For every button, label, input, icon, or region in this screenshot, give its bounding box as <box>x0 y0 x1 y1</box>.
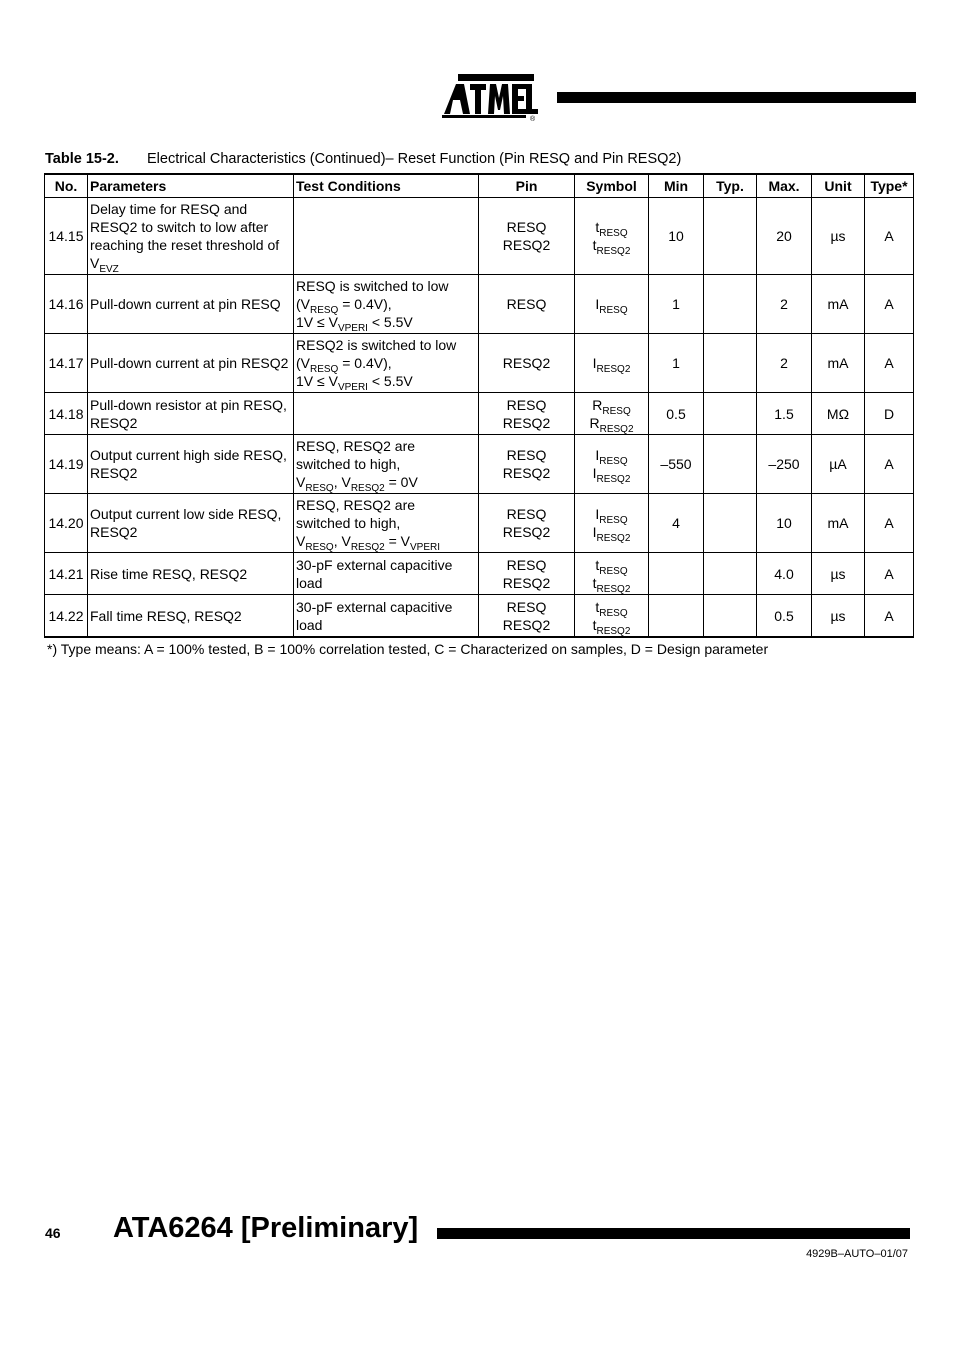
electrical-characteristics-table <box>44 173 914 638</box>
test-condition-subscript: RESQ <box>310 364 339 375</box>
cell-parameters <box>88 393 294 435</box>
parameters-text: Pull-down current at pin RESQ2 <box>90 355 289 371</box>
cell-type: A <box>865 198 914 275</box>
header-symbol: Symbol <box>575 174 649 198</box>
table-caption <box>45 151 915 167</box>
parameters-text: Pull-down current at pin RESQ <box>90 296 281 312</box>
test-condition-line <box>296 556 476 592</box>
test-condition-text: switched to high, <box>296 515 401 531</box>
test-condition-text: = 0V <box>384 474 418 490</box>
table-row <box>45 393 914 435</box>
cell-test-conditions <box>294 275 479 334</box>
test-condition-line <box>296 473 476 494</box>
cell-min: 1 <box>649 275 704 334</box>
cell-min: 1 <box>649 334 704 393</box>
test-condition-subscript: VPERI <box>410 542 441 553</box>
cell-typ <box>704 334 757 393</box>
cell-no: 14.16 <box>45 275 88 334</box>
cell-pin <box>479 494 575 553</box>
header-type: Type* <box>865 174 914 198</box>
test-condition-line <box>296 532 476 553</box>
cell-symbol <box>575 275 649 334</box>
cell-typ <box>704 494 757 553</box>
cell-type: A <box>865 553 914 595</box>
cell-max: 1.5 <box>757 393 812 435</box>
cell-parameters <box>88 275 294 334</box>
symbol-base: t <box>592 237 597 253</box>
cell-max: 2 <box>757 275 812 334</box>
symbol-base: t <box>595 556 600 573</box>
table-caption-label: Table 15-2. <box>45 151 119 167</box>
cell-symbol <box>575 334 649 393</box>
symbol-entry <box>577 598 646 619</box>
test-condition-text: = V <box>384 533 411 549</box>
cell-unit: µs <box>812 553 865 595</box>
table-row <box>45 198 914 275</box>
pin-name: RESQ2 <box>502 616 551 633</box>
pin-name: RESQ2 <box>502 355 551 371</box>
symbol-entry <box>577 505 646 526</box>
test-condition-text: switched to high, <box>296 456 401 472</box>
test-condition-text: , V <box>333 533 351 549</box>
table-row <box>45 553 914 595</box>
cell-min <box>649 595 704 638</box>
cell-parameters <box>88 198 294 275</box>
cell-parameters <box>88 334 294 393</box>
test-condition-text: RESQ is switched to low <box>296 278 449 294</box>
cell-typ <box>704 198 757 275</box>
test-condition-line <box>296 372 476 393</box>
pin-name: RESQ <box>506 296 547 312</box>
test-condition-subscript: VPERI <box>337 323 368 334</box>
symbol-base: I <box>592 524 597 540</box>
atmel-logo <box>440 70 540 122</box>
header-test-conditions: Test Conditions <box>294 174 479 198</box>
cell-type: A <box>865 334 914 393</box>
cell-symbol <box>575 494 649 553</box>
symbol-subscript: RESQ <box>599 565 628 577</box>
cell-typ <box>704 595 757 638</box>
parameters-text: Rise time RESQ, RESQ2 <box>90 565 248 582</box>
test-condition-text: V <box>296 533 306 549</box>
test-condition-text: = 0.4V), <box>338 296 392 312</box>
test-condition-subscript: VPERI <box>337 382 368 393</box>
cell-unit: MΩ <box>812 393 865 435</box>
pin-name: RESQ2 <box>502 465 551 481</box>
parameters-text: Output current low side RESQ, RESQ2 <box>90 506 282 540</box>
symbol-subscript: RESQ <box>599 456 628 467</box>
cell-min: 0.5 <box>649 393 704 435</box>
test-condition-line <box>296 496 476 514</box>
test-condition-line <box>296 277 476 295</box>
cell-pin <box>479 275 575 334</box>
symbol-base: I <box>595 506 600 522</box>
symbol-entry <box>577 556 646 577</box>
cell-no: 14.21 <box>45 553 88 595</box>
cell-typ <box>704 393 757 435</box>
cell-typ <box>704 553 757 595</box>
test-condition-subscript: RESQ <box>305 483 334 494</box>
test-condition-line <box>296 354 476 375</box>
pin-name: RESQ <box>506 447 547 463</box>
symbol-entry <box>577 574 646 595</box>
symbol-entry <box>577 218 646 239</box>
cell-symbol <box>575 435 649 494</box>
test-condition-line <box>296 295 476 316</box>
cell-unit: mA <box>812 494 865 553</box>
cell-typ <box>704 275 757 334</box>
symbol-base: t <box>595 219 600 235</box>
test-condition-text: , V <box>333 474 351 490</box>
test-condition-line <box>296 598 476 634</box>
symbol-entry <box>577 295 646 316</box>
test-condition-text: < 5.5V <box>367 373 413 389</box>
test-condition-text: 1V ≤ V <box>296 373 338 389</box>
symbol-subscript: RESQ <box>602 405 631 417</box>
test-condition-subscript: RESQ2 <box>350 542 385 553</box>
cell-type: D <box>865 393 914 435</box>
symbol-entry <box>577 236 646 257</box>
test-condition-subscript: RESQ2 <box>350 483 385 494</box>
symbol-subscript: RESQ2 <box>596 474 631 485</box>
test-condition-text: 30-pF external capacitive load <box>296 556 453 591</box>
header-unit: Unit <box>812 174 865 198</box>
pin-name: RESQ2 <box>502 574 551 591</box>
symbol-subscript: RESQ <box>599 228 628 239</box>
symbol-base: R <box>589 414 600 431</box>
cell-symbol <box>575 198 649 275</box>
test-condition-line <box>296 455 476 473</box>
cell-max: 10 <box>757 494 812 553</box>
symbol-base: R <box>592 396 603 413</box>
test-condition-line <box>296 313 476 334</box>
header-max: Max. <box>757 174 812 198</box>
test-condition-text: RESQ, RESQ2 are <box>296 438 416 454</box>
pin-name: RESQ <box>506 219 547 235</box>
table-row <box>45 595 914 638</box>
cell-unit: µs <box>812 198 865 275</box>
cell-max: 2 <box>757 334 812 393</box>
cell-min: 4 <box>649 494 704 553</box>
cell-no: 14.18 <box>45 393 88 435</box>
cell-typ <box>704 435 757 494</box>
pin-name: RESQ <box>506 396 547 413</box>
cell-parameters <box>88 435 294 494</box>
header-parameters: Parameters <box>88 174 294 198</box>
symbol-base: t <box>592 616 597 633</box>
test-condition-line <box>296 514 476 532</box>
symbol-subscript: RESQ <box>599 607 628 619</box>
cell-test-conditions <box>294 553 479 595</box>
pin-name: RESQ2 <box>502 524 551 540</box>
cell-symbol <box>575 553 649 595</box>
symbol-subscript: RESQ2 <box>599 423 634 435</box>
cell-max: 20 <box>757 198 812 275</box>
test-condition-subscript: RESQ <box>310 305 339 316</box>
table-caption-text: Electrical Characteristics (Continued)– Reset Function (Pin RESQ and Pin RESQ2) <box>147 151 682 167</box>
header-min: Min <box>649 174 704 198</box>
cell-pin <box>479 198 575 275</box>
cell-type: A <box>865 275 914 334</box>
parameters-subscript: EVZ <box>99 264 119 275</box>
cell-pin <box>479 435 575 494</box>
cell-pin <box>479 553 575 595</box>
cell-test-conditions <box>294 595 479 638</box>
cell-pin <box>479 393 575 435</box>
cell-pin <box>479 334 575 393</box>
table-row <box>45 275 914 334</box>
cell-min: 10 <box>649 198 704 275</box>
symbol-subscript: RESQ2 <box>596 583 631 595</box>
cell-no: 14.22 <box>45 595 88 638</box>
table-header-row <box>45 174 914 198</box>
document-title: ATA6264 [Preliminary] <box>113 1212 419 1244</box>
cell-type: A <box>865 435 914 494</box>
table-row <box>45 435 914 494</box>
symbol-base: t <box>595 598 600 615</box>
page-number: 46 <box>45 1225 61 1241</box>
symbol-base: t <box>592 574 597 591</box>
parameters-text: Output current high side RESQ, RESQ2 <box>90 447 287 481</box>
pin-name: RESQ2 <box>502 237 551 253</box>
symbol-entry <box>577 354 646 375</box>
parameters-text: Fall time RESQ, RESQ2 <box>90 607 242 624</box>
symbol-base: I <box>592 355 597 371</box>
cell-unit: mA <box>812 275 865 334</box>
test-condition-text: = 0.4V), <box>338 355 392 371</box>
test-condition-text: RESQ2 is switched to low <box>296 337 457 353</box>
test-condition-text: 30-pF external capacitive load <box>296 598 453 633</box>
symbol-entry <box>577 414 646 435</box>
test-condition-line <box>296 437 476 455</box>
cell-min <box>649 553 704 595</box>
header-no: No. <box>45 174 88 198</box>
test-condition-subscript: RESQ <box>305 542 334 553</box>
symbol-subscript: RESQ <box>599 515 628 526</box>
cell-test-conditions <box>294 393 479 435</box>
symbol-base: I <box>595 296 600 312</box>
parameters-text: Pull-down resistor at pin RESQ, RESQ2 <box>90 396 287 431</box>
test-condition-text: (V <box>296 355 310 371</box>
pin-name: RESQ2 <box>502 414 551 431</box>
table-footnote: *) Type means: A = 100% tested, B = 100% correlation tested, C = Characterized on samples, D = Design parameter <box>47 641 769 657</box>
test-condition-line <box>296 336 476 354</box>
symbol-entry <box>577 464 646 485</box>
cell-max: 4.0 <box>757 553 812 595</box>
cell-unit: µA <box>812 435 865 494</box>
cell-type: A <box>865 595 914 638</box>
header-typ: Typ. <box>704 174 757 198</box>
pin-name: RESQ <box>506 506 547 522</box>
test-condition-text: V <box>296 474 306 490</box>
symbol-base: I <box>595 447 600 463</box>
cell-parameters <box>88 494 294 553</box>
test-condition-text: < 5.5V <box>367 314 413 330</box>
footer-rule <box>437 1228 910 1239</box>
cell-min: –550 <box>649 435 704 494</box>
symbol-entry <box>577 523 646 544</box>
header-pin: Pin <box>479 174 575 198</box>
symbol-subscript: RESQ2 <box>596 246 631 257</box>
test-condition-text: (V <box>296 296 310 312</box>
cell-unit: µs <box>812 595 865 638</box>
cell-test-conditions <box>294 494 479 553</box>
symbol-subscript: RESQ2 <box>596 364 631 375</box>
test-condition-text: RESQ, RESQ2 are <box>296 497 416 513</box>
registered-mark: ® <box>530 116 536 122</box>
cell-unit: mA <box>812 334 865 393</box>
pin-name: RESQ <box>506 556 547 573</box>
cell-pin <box>479 595 575 638</box>
cell-no: 14.15 <box>45 198 88 275</box>
cell-test-conditions <box>294 435 479 494</box>
cell-type: A <box>865 494 914 553</box>
cell-max: –250 <box>757 435 812 494</box>
pin-name: RESQ <box>506 598 547 615</box>
cell-no: 14.20 <box>45 494 88 553</box>
cell-symbol <box>575 595 649 638</box>
cell-max: 0.5 <box>757 595 812 638</box>
test-condition-text: 1V ≤ V <box>296 314 338 330</box>
parameters-text: Delay time for RESQ and RESQ2 to switch to low after reaching the reset threshold of V <box>90 201 280 271</box>
cell-test-conditions <box>294 198 479 275</box>
cell-symbol <box>575 393 649 435</box>
document-code: 4929B–AUTO–01/07 <box>806 1248 908 1260</box>
cell-no: 14.19 <box>45 435 88 494</box>
symbol-subscript: RESQ <box>599 305 628 316</box>
cell-parameters <box>88 553 294 595</box>
cell-parameters <box>88 595 294 638</box>
symbol-base: I <box>592 465 597 481</box>
symbol-entry <box>577 446 646 467</box>
table-row <box>45 494 914 553</box>
header-rule <box>557 92 916 103</box>
cell-test-conditions <box>294 334 479 393</box>
symbol-entry <box>577 616 646 637</box>
cell-no: 14.17 <box>45 334 88 393</box>
table-row <box>45 334 914 393</box>
symbol-subscript: RESQ2 <box>596 625 631 637</box>
symbol-entry <box>577 396 646 417</box>
symbol-subscript: RESQ2 <box>596 533 631 544</box>
